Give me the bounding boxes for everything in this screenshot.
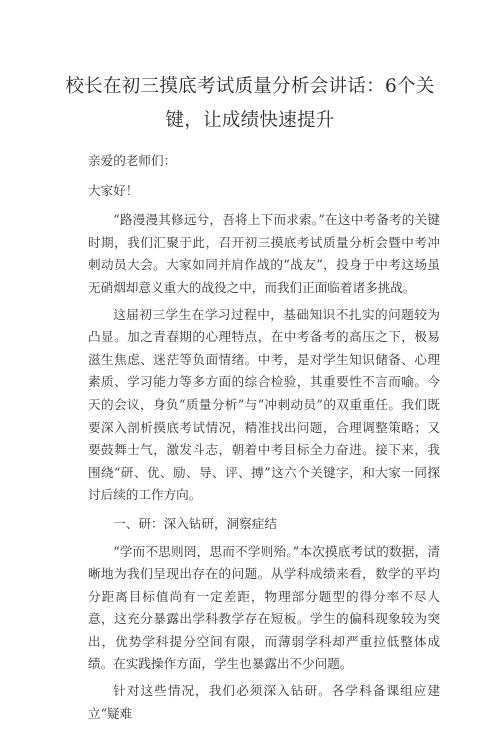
salutation: 亲爱的老师们： — [88, 153, 177, 168]
greeting: 大家好！ — [88, 182, 139, 198]
paragraph-4: 针对这些情况，我们必须深入钻研。各学科备课组应建立“疑难 — [88, 683, 440, 721]
section-heading-1: 一、研：深入钻研，洞察症结 — [113, 515, 277, 531]
paragraph-3: “学而不思则罔，思而不学则殆。”本次摸底考试的数据，清晰地为我们呈现出存在的问题。从学科成绩来看，数学的平均分距离目标值尚有一定差距，物理部分题型的得分率不尽人意，这充分暴露出学科教学存在短板。学生的偏科现象较为突出，优势学科提分空间有限，而薄弱学科却严重拉低整体成绩。在实践操作方面，学生也暴露出不少问题。 — [88, 543, 440, 672]
document-title — [40, 70, 460, 138]
document-body — [88, 150, 440, 729]
paragraph-1: “路漫漫其修远兮，吾将上下而求索。”在这中考备考的关键时期，我们汇聚于此，召开初三摸底考试质量分析会暨中考冲刺动员大会。大家如同并肩作战的“战友”，投身于中考这场虽无硝烟却意义重大的战役之中，而我们正面临着诸多挑战。 — [88, 212, 440, 295]
paragraph-2: 这届初三学生在学习过程中，基础知识不扎实的问题较为凸显。加之青春期的心理特点，在中考备考的高压之下，极易滋生焦虑、迷茫等负面情绪。中考，是对学生知识储备、心理素质、学习能力等多方面的综合检验，其重要性不言而喻。今天的会议，身负“质量分析”与“冲刺动员”的双重重任。我们既要深入剖析摸底考试情况，精准找出问题，合理调整策略；又要鼓舞士气，激发斗志，朝着中考目标全力奋进。接下来，我围绕“研、优、励、导、评、搏”这六个关键字，和大家一同探讨后续的工作方向。 — [88, 306, 440, 503]
title-line-2: 键，让成绩快速提升 — [165, 110, 335, 131]
title-line-1: 校长在初三摸底考试质量分析会讲话：6个关 — [65, 76, 435, 97]
